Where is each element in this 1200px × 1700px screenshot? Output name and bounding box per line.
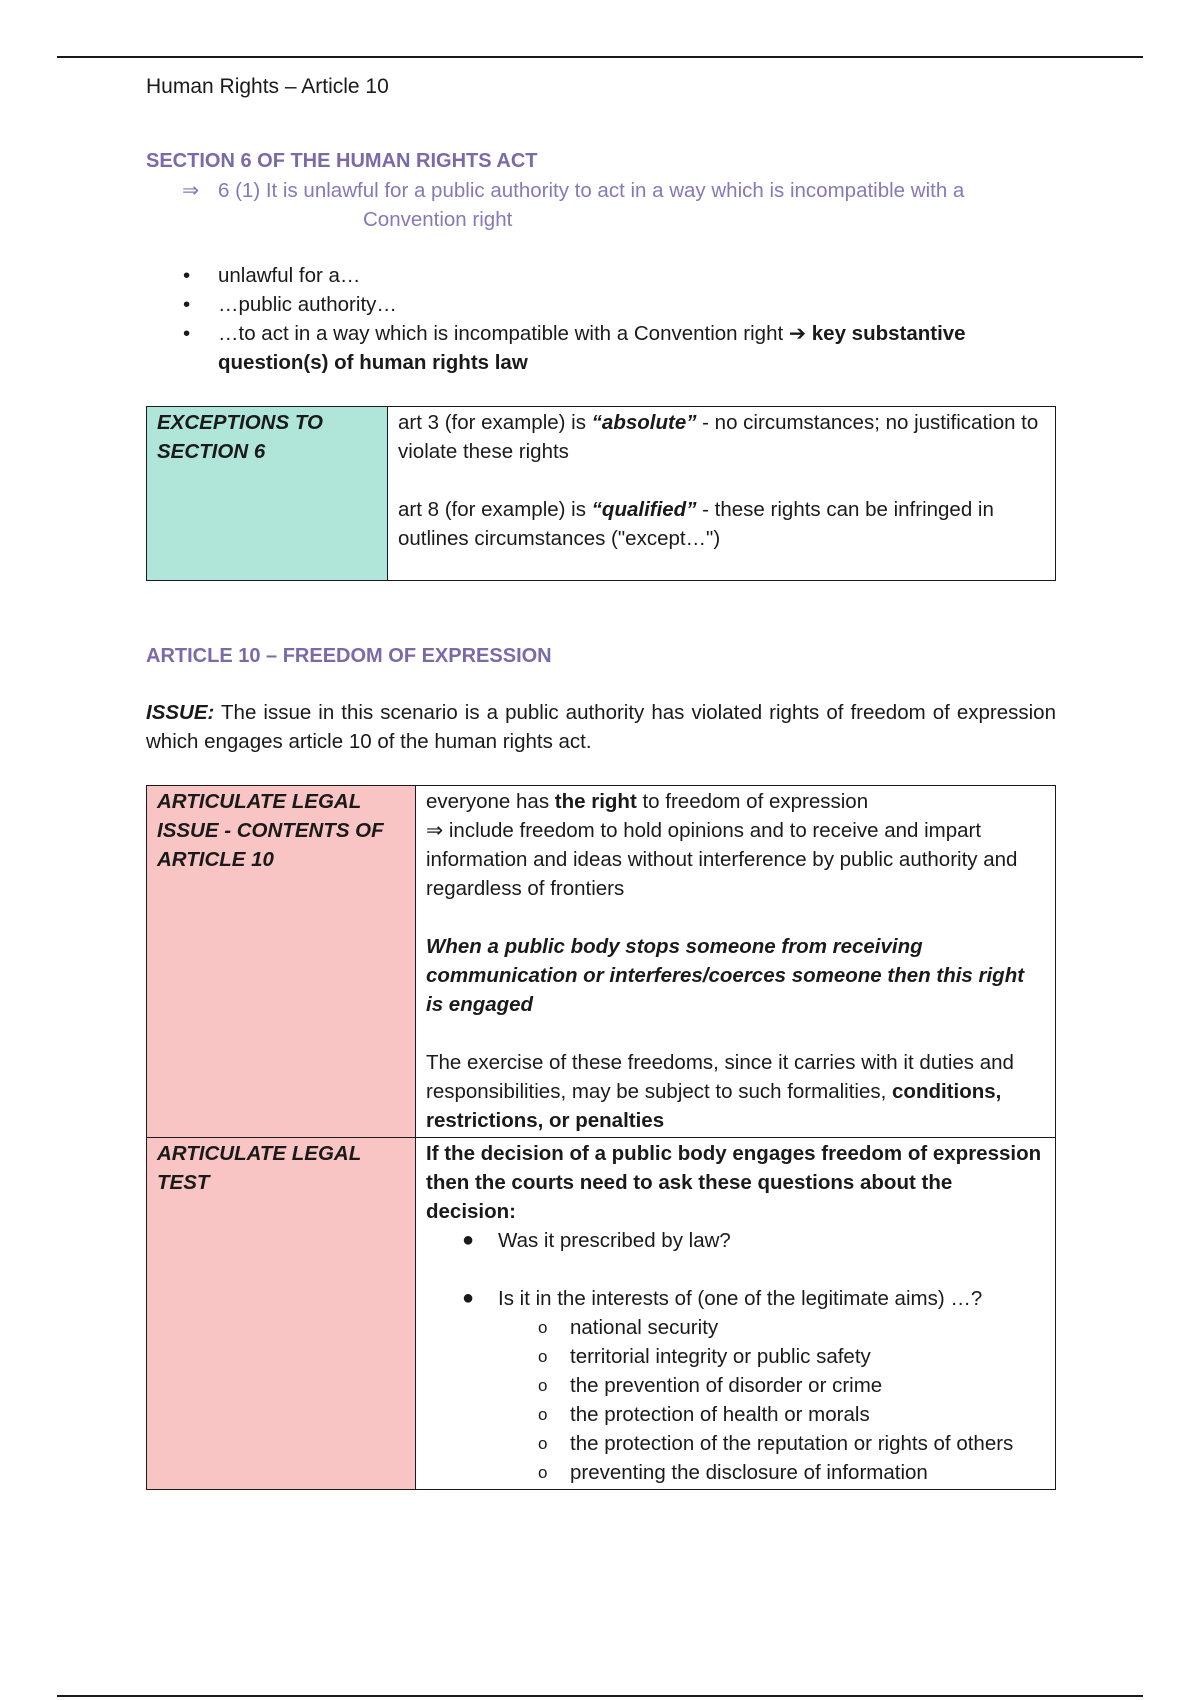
- list-item: • …to act in a way which is incompatible with a Convention right ➔ key substantive question(s) of human rights law: [146, 319, 1056, 377]
- exceptions-table: [146, 406, 1056, 581]
- article10-heading: ARTICLE 10 – FREEDOM OF EXPRESSION: [146, 645, 552, 667]
- circle-bullet-icon: o: [538, 1434, 548, 1453]
- table-row: [147, 786, 1056, 1138]
- implies-arrow-icon: ⇒: [182, 179, 200, 202]
- issue-paragraph: ISSUE: The issue in this scenario is a public authority has violated rights of freedom of expression which engages article 10 of the human rights act.: [146, 701, 1056, 753]
- table-row: [147, 407, 1056, 581]
- quote-line-2: Convention right: [363, 208, 513, 231]
- list-item: • …public authority…: [146, 290, 1056, 319]
- circle-bullet-icon: o: [538, 1347, 548, 1366]
- circle-bullet-icon: o: [538, 1405, 548, 1424]
- include-text: ⇒ include freedom to hold opinions and to receive and impart information and ideas without interference by public authority and regardless of frontiers: [426, 819, 1018, 900]
- bullet-icon: ●: [462, 1287, 475, 1309]
- bullet-icon: ●: [462, 1229, 475, 1251]
- issue-label: ISSUE:: [146, 701, 215, 724]
- art8-text: art 8 (for example) is “qualified” - these rights can be infringed in outlines circumstances ("except…"): [398, 498, 994, 550]
- list-item: o national security: [426, 1313, 1045, 1342]
- exercise-text: The exercise of these freedoms, since it carries with it duties and responsibilities, may be subject to such formalities, conditions, restrictions, or penalties: [426, 1051, 1014, 1132]
- key-question-text: key substantive question(s) of human rights law: [218, 322, 966, 374]
- bullet-icon: •: [183, 293, 191, 316]
- top-rule: [57, 56, 1143, 58]
- circle-bullet-icon: o: [538, 1463, 548, 1482]
- legitimate-aims-list: [426, 1313, 1045, 1487]
- list-item: o territorial integrity or public safety: [426, 1342, 1045, 1371]
- list-item: o the prevention of disorder or crime: [426, 1371, 1045, 1400]
- legal-issue-content-cell: [416, 786, 1056, 1138]
- test-question-list: [426, 1284, 1045, 1313]
- list-item: ● Was it prescribed by law?: [426, 1226, 1045, 1255]
- bullet-icon: •: [183, 264, 191, 287]
- exceptions-content-cell: [388, 407, 1056, 581]
- list-item: o preventing the disclosure of information: [426, 1458, 1045, 1487]
- test-intro: If the decision of a public body engages freedom of expression then the courts need to ask these questions about the decision:: [426, 1142, 1042, 1223]
- exceptions-label-cell: EXCEPTIONS TO SECTION 6: [147, 407, 388, 581]
- legal-test-content-cell: [416, 1138, 1056, 1490]
- bullet-icon: •: [183, 322, 191, 345]
- list-item: • unlawful for a…: [146, 261, 1056, 290]
- document-page: [146, 72, 1056, 1490]
- art3-text: art 3 (for example) is “absolute” - no circumstances; no justification to violate these rights: [398, 411, 1039, 463]
- list-item: o the protection of health or morals: [426, 1400, 1045, 1429]
- engaged-text: When a public body stops someone from receiving communication or interferes/coerces someone then this right is engaged: [426, 935, 1025, 1016]
- legal-test-label-cell: ARTICULATE LEGAL TEST: [147, 1138, 416, 1490]
- circle-bullet-icon: o: [538, 1318, 548, 1337]
- table-row: [147, 1138, 1056, 1490]
- article10-table: [146, 785, 1056, 1490]
- test-question-list: [426, 1226, 1045, 1255]
- list-item: o the protection of the reputation or rights of others: [426, 1429, 1045, 1458]
- section6-heading: SECTION 6 OF THE HUMAN RIGHTS ACT: [146, 150, 538, 172]
- circle-bullet-icon: o: [538, 1376, 548, 1395]
- list-item: ● Is it in the interests of (one of the legitimate aims) …?: [426, 1284, 1045, 1313]
- bottom-rule: [57, 1695, 1143, 1697]
- section6-bullet-list: [146, 261, 1056, 377]
- legal-issue-label-cell: ARTICULATE LEGAL ISSUE - CONTENTS OF ARTICLE 10: [147, 786, 416, 1138]
- section6-quote: [146, 176, 1056, 234]
- right-text: everyone has the right to freedom of expression: [426, 790, 869, 813]
- quote-line-1: 6 (1) It is unlawful for a public authority to act in a way which is incompatible with a: [218, 179, 965, 202]
- page-header: Human Rights – Article 10: [146, 75, 389, 98]
- right-arrow-icon: ➔: [788, 322, 807, 345]
